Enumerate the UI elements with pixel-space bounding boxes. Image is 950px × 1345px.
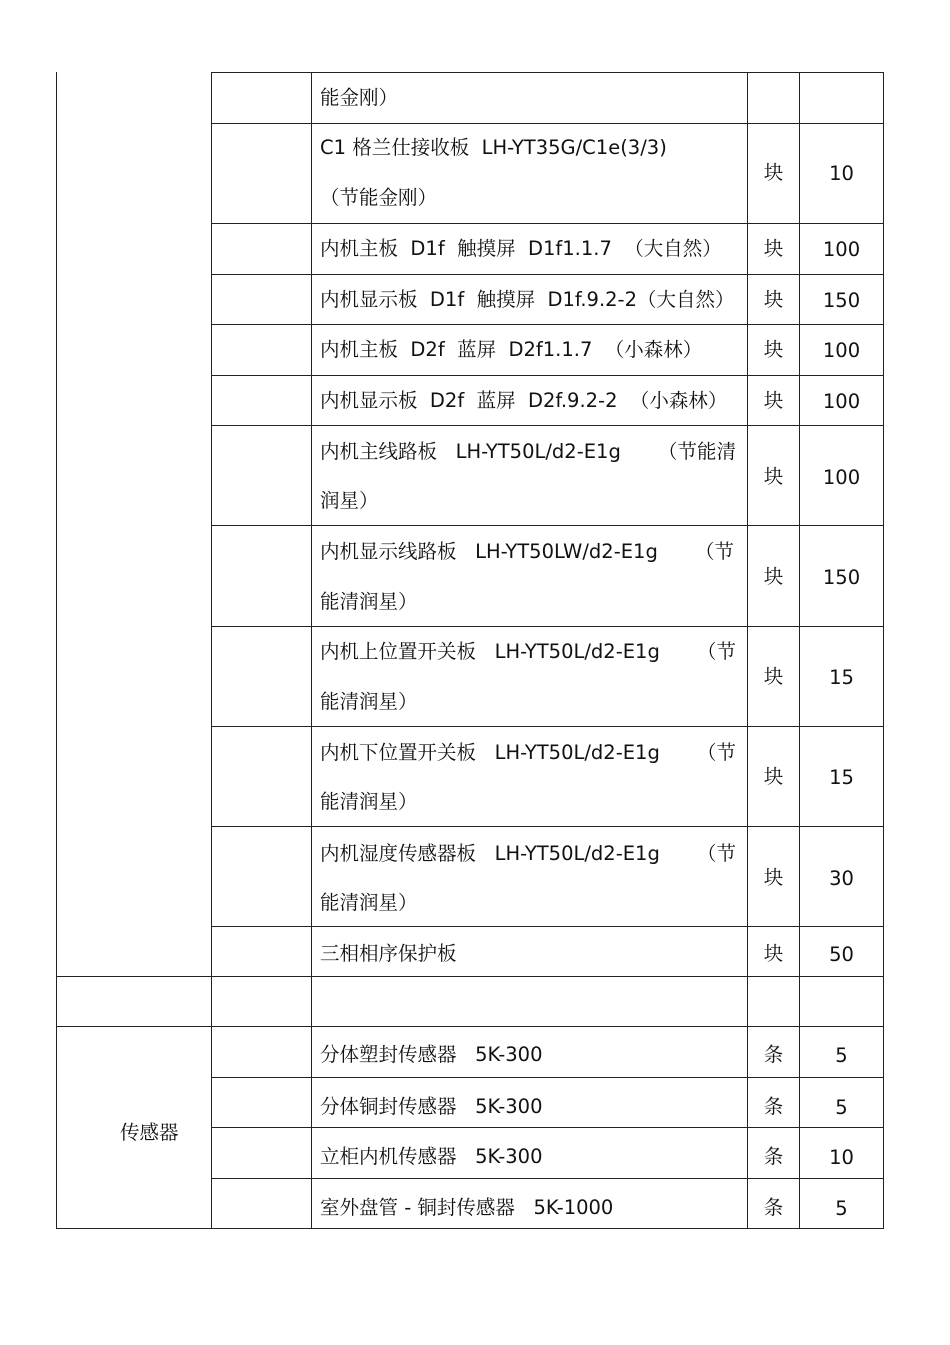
- item-name: C1 格兰仕接收板 LH-YT35G/C1e(3/3): [320, 136, 667, 159]
- qty-cell: 100: [822, 390, 861, 413]
- unit-cell: 块: [763, 389, 784, 412]
- unit-cell: 条: [763, 1145, 784, 1168]
- row-divider: [211, 123, 884, 124]
- row-divider: [211, 72, 884, 73]
- unit-cell: 块: [763, 665, 784, 688]
- item-name: 立柜内机传感器 5K-300: [320, 1145, 543, 1168]
- row-divider: [56, 1026, 884, 1027]
- unit-cell: 块: [763, 765, 784, 788]
- unit-cell: 块: [763, 161, 784, 184]
- item-name: 内机下位置开关板 LH-YT50L/d2-E1g （节: [320, 741, 737, 764]
- unit-cell: 块: [763, 237, 784, 260]
- item-name-cont: 能清润星）: [320, 690, 418, 713]
- item-name-cont: 能清润星）: [320, 590, 418, 613]
- unit-cell: 块: [763, 565, 784, 588]
- unit-cell: 块: [763, 465, 784, 488]
- item-name-cont: 能清润星）: [320, 790, 418, 813]
- row-divider: [211, 425, 884, 426]
- item-name-cont: （节能金刚）: [320, 186, 438, 209]
- qty-cell: 100: [822, 238, 861, 261]
- qty-cell: 10: [829, 162, 854, 185]
- row-divider: [211, 1077, 884, 1078]
- table-border-left: [56, 72, 57, 1229]
- item-name: 内机上位置开关板 LH-YT50L/d2-E1g （节: [320, 640, 737, 663]
- item-name: 能金刚）: [320, 86, 399, 109]
- item-name: 内机显示板 D1f 触摸屏 D1f.9.2-2（大自然）: [320, 288, 735, 311]
- item-name-cont: 能清润星）: [320, 891, 418, 914]
- item-name: 分体铜封传感器 5K-300: [320, 1095, 543, 1118]
- item-name: 内机显示线路板 LH-YT50LW/d2-E1g （节: [320, 540, 735, 563]
- col-divider-2: [311, 72, 312, 1229]
- unit-cell: 条: [763, 1043, 784, 1066]
- qty-cell: 5: [835, 1096, 848, 1119]
- row-divider: [211, 274, 884, 275]
- qty-cell: 150: [822, 566, 861, 589]
- row-divider: [211, 626, 884, 627]
- table-border-right: [883, 72, 884, 1229]
- row-divider: [211, 926, 884, 927]
- unit-cell: 条: [763, 1095, 784, 1118]
- item-name: 内机显示板 D2f 蓝屏 D2f.9.2-2 （小森林）: [320, 389, 728, 412]
- unit-cell: 块: [763, 942, 784, 965]
- qty-cell: 15: [829, 766, 854, 789]
- row-divider: [211, 223, 884, 224]
- row-divider: [211, 726, 884, 727]
- unit-cell: 条: [763, 1196, 784, 1219]
- row-divider: [211, 525, 884, 526]
- table-border-bottom: [56, 1228, 884, 1229]
- col-divider-1: [211, 72, 212, 1229]
- row-divider: [211, 826, 884, 827]
- row-divider: [211, 324, 884, 325]
- qty-cell: 50: [829, 943, 854, 966]
- item-name-cont: 润星）: [320, 489, 379, 512]
- item-name: 内机主板 D2f 蓝屏 D2f1.1.7 （小森林）: [320, 338, 703, 361]
- qty-cell: 15: [829, 666, 854, 689]
- unit-cell: 块: [763, 288, 784, 311]
- row-divider: [56, 976, 884, 977]
- unit-cell: 块: [763, 866, 784, 889]
- item-name: 室外盘管 - 铜封传感器 5K-1000: [320, 1196, 614, 1219]
- row-divider: [211, 1178, 884, 1179]
- item-name: 分体塑封传感器 5K-300: [320, 1043, 543, 1066]
- item-name: 内机湿度传感器板 LH-YT50L/d2-E1g （节: [320, 842, 737, 865]
- row-divider: [211, 1127, 884, 1128]
- qty-cell: 5: [835, 1197, 848, 1220]
- qty-cell: 100: [822, 466, 861, 489]
- item-name: 内机主板 D1f 触摸屏 D1f1.1.7 （大自然）: [320, 237, 722, 260]
- category-label-sensor: 传感器: [120, 1121, 179, 1144]
- qty-cell: 150: [822, 289, 861, 312]
- qty-cell: 5: [835, 1044, 848, 1067]
- item-name: 内机主线路板 LH-YT50L/d2-E1g （节能清: [320, 440, 737, 463]
- qty-cell: 10: [829, 1146, 854, 1169]
- qty-cell: 30: [829, 867, 854, 890]
- qty-cell: 100: [822, 339, 861, 362]
- row-divider: [211, 375, 884, 376]
- unit-cell: 块: [763, 338, 784, 361]
- item-name: 三相相序保护板: [320, 942, 457, 965]
